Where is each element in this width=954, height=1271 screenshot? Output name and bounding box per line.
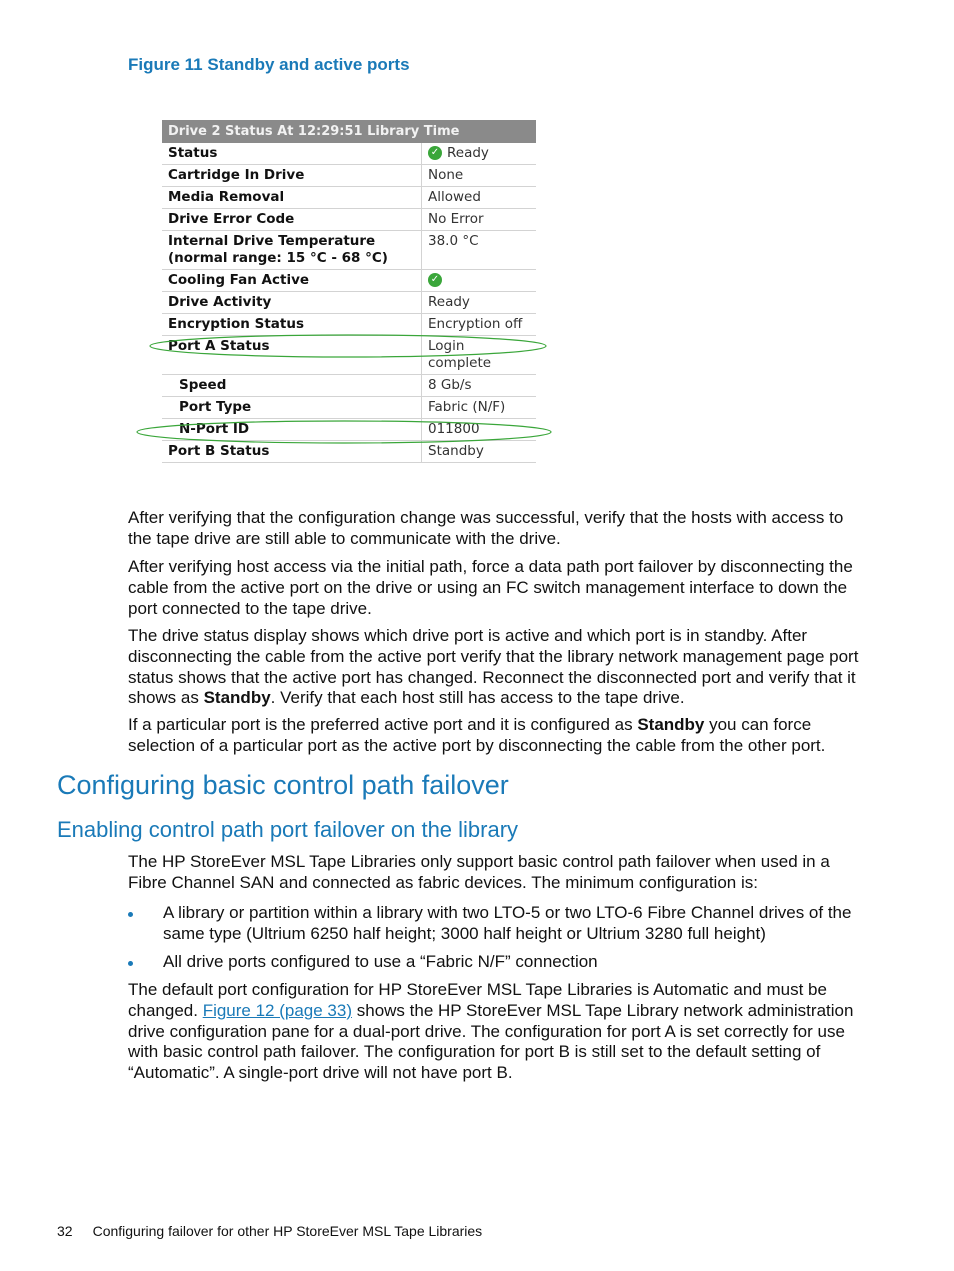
row-label-port-b: Port B Status — [162, 441, 422, 463]
paragraph-verify-config: After verifying that the configuration change was successful, verify that the hosts with access to the tape drive are still able to communicate with the drive. — [128, 508, 844, 548]
list-item — [128, 903, 870, 945]
table-row — [162, 336, 536, 375]
table-row — [162, 187, 536, 209]
table-row — [162, 397, 536, 419]
list-item — [128, 952, 870, 973]
table-row — [162, 231, 536, 270]
figure-caption: Figure 11 Standby and active ports — [128, 55, 410, 74]
page-footer — [57, 1223, 482, 1239]
table-header-row — [162, 120, 536, 143]
row-label-encryption: Encryption Status — [162, 314, 422, 336]
table-row — [162, 165, 536, 187]
footer-chapter-title: Configuring failover for other HP StoreEver MSL Tape Libraries — [92, 1223, 483, 1239]
row-label-temperature — [162, 231, 422, 270]
row-label-port-a: Port A Status — [162, 336, 422, 375]
row-label-cartridge: Cartridge In Drive — [162, 165, 422, 187]
page-number: 32 — [57, 1223, 73, 1239]
check-circle-icon: ✓ — [428, 273, 442, 287]
table-row — [162, 314, 536, 336]
section-heading: Configuring basic control path failover — [57, 770, 509, 800]
row-value-media-removal: Allowed — [422, 187, 537, 209]
table-row — [162, 209, 536, 231]
table-row — [162, 419, 536, 441]
bullet-text-fabric: All drive ports configured to use a “Fabric N/F” connection — [163, 952, 598, 971]
row-value-error-code: No Error — [422, 209, 537, 231]
row-value-speed: 8 Gb/s — [422, 375, 537, 397]
paragraph-preferred-port — [128, 715, 870, 757]
table-title: Drive 2 Status At 12:29:51 Library Time — [162, 120, 536, 143]
row-label-error-code: Drive Error Code — [162, 209, 422, 231]
row-label-speed: Speed — [162, 375, 422, 397]
closing-text-b: shows the HP StoreEver MSL Tape Library network administration drive configuration pane for a dual-port drive. The configuration for port A is set correctly for use with basic control path failover. The configuration for port B is still set to the default setting of “Automatic”. A single-port drive will not have port B. — [128, 1000, 854, 1083]
figure-12-link[interactable]: Figure 12 (page 33) — [202, 1000, 353, 1020]
row-value-drive-activity: Ready — [422, 292, 537, 314]
p3-text-a: The drive status display shows which drive port is active and which port is in standby. After disconnecting the cable from the active port verify that the library network management page port status shows that the active port has changed. Reconnect the disconnected port and verify that it shows as — [128, 626, 859, 708]
drive-status-figure — [136, 118, 556, 459]
table-row — [162, 375, 536, 397]
row-value-encryption: Encryption off — [422, 314, 537, 336]
temperature-label-line1: Internal Drive Temperature — [168, 233, 376, 249]
row-label-cooling-fan: Cooling Fan Active — [162, 270, 422, 292]
row-value-cartridge: None — [422, 165, 537, 187]
row-value-status — [422, 143, 537, 165]
p4-text-a: If a particular port is the preferred active port and it is configured as — [128, 715, 638, 734]
paragraph-force-failover: After verifying host access via the initial path, force a data path port failover by disconnecting the cable from the active port on the drive or using an FC switch management interface to down the port connected to the tape drive. — [128, 557, 853, 618]
table-row — [162, 270, 536, 292]
bullet-dot-icon — [128, 961, 133, 966]
paragraph-intro: The HP StoreEver MSL Tape Libraries only support basic control path failover when used in a Fibre Channel SAN and connected as fabric devices. The minimum configuration is: — [128, 852, 830, 892]
section-subheading: Enabling control path port failover on the library — [57, 817, 519, 842]
table-row — [162, 441, 536, 463]
check-circle-icon: ✓ — [428, 146, 442, 160]
row-label-media-removal: Media Removal — [162, 187, 422, 209]
p3-bold-standby: Standby — [203, 688, 271, 708]
paragraph-default-config — [128, 980, 870, 1084]
closing-text-a: The default port configuration for HP StoreEver MSL Tape Libraries is Automatic and must be changed. — [128, 980, 827, 1020]
row-label-status: Status — [162, 143, 422, 165]
row-value-port-a: Login complete — [422, 336, 537, 375]
row-value-nport-id: 011800 — [422, 419, 537, 441]
bullet-dot-icon — [128, 912, 133, 917]
row-value-temperature: 38.0 °C — [422, 231, 537, 270]
paragraph-status-display — [128, 626, 870, 709]
row-value-cooling-fan — [422, 270, 537, 292]
p3-text-b: . Verify that each host still has access to the tape drive. — [270, 688, 685, 708]
p4-bold-standby: Standby — [637, 715, 705, 734]
row-label-drive-activity: Drive Activity — [162, 292, 422, 314]
p4-text-b: you can force selection of a particular port as the active port by disconnecting the cable from the other port. — [128, 715, 826, 755]
table-row — [162, 292, 536, 314]
row-label-port-type: Port Type — [162, 397, 422, 419]
row-value-port-b: Standby — [422, 441, 537, 463]
table-row — [162, 143, 536, 165]
status-value-text: Ready — [447, 145, 489, 161]
drive-status-table — [162, 120, 536, 463]
bullet-text-library: A library or partition within a library with two LTO-5 or two LTO-6 Fibre Channel drives of the same type (Ultrium 6250 half height; 3000 half height or Ultrium 3280 full height) — [163, 903, 852, 943]
row-label-nport-id: N-Port ID — [162, 419, 422, 441]
row-value-port-type: Fabric (N/F) — [422, 397, 537, 419]
temperature-label-line2: (normal range: 15 °C - 68 °C) — [168, 250, 388, 266]
